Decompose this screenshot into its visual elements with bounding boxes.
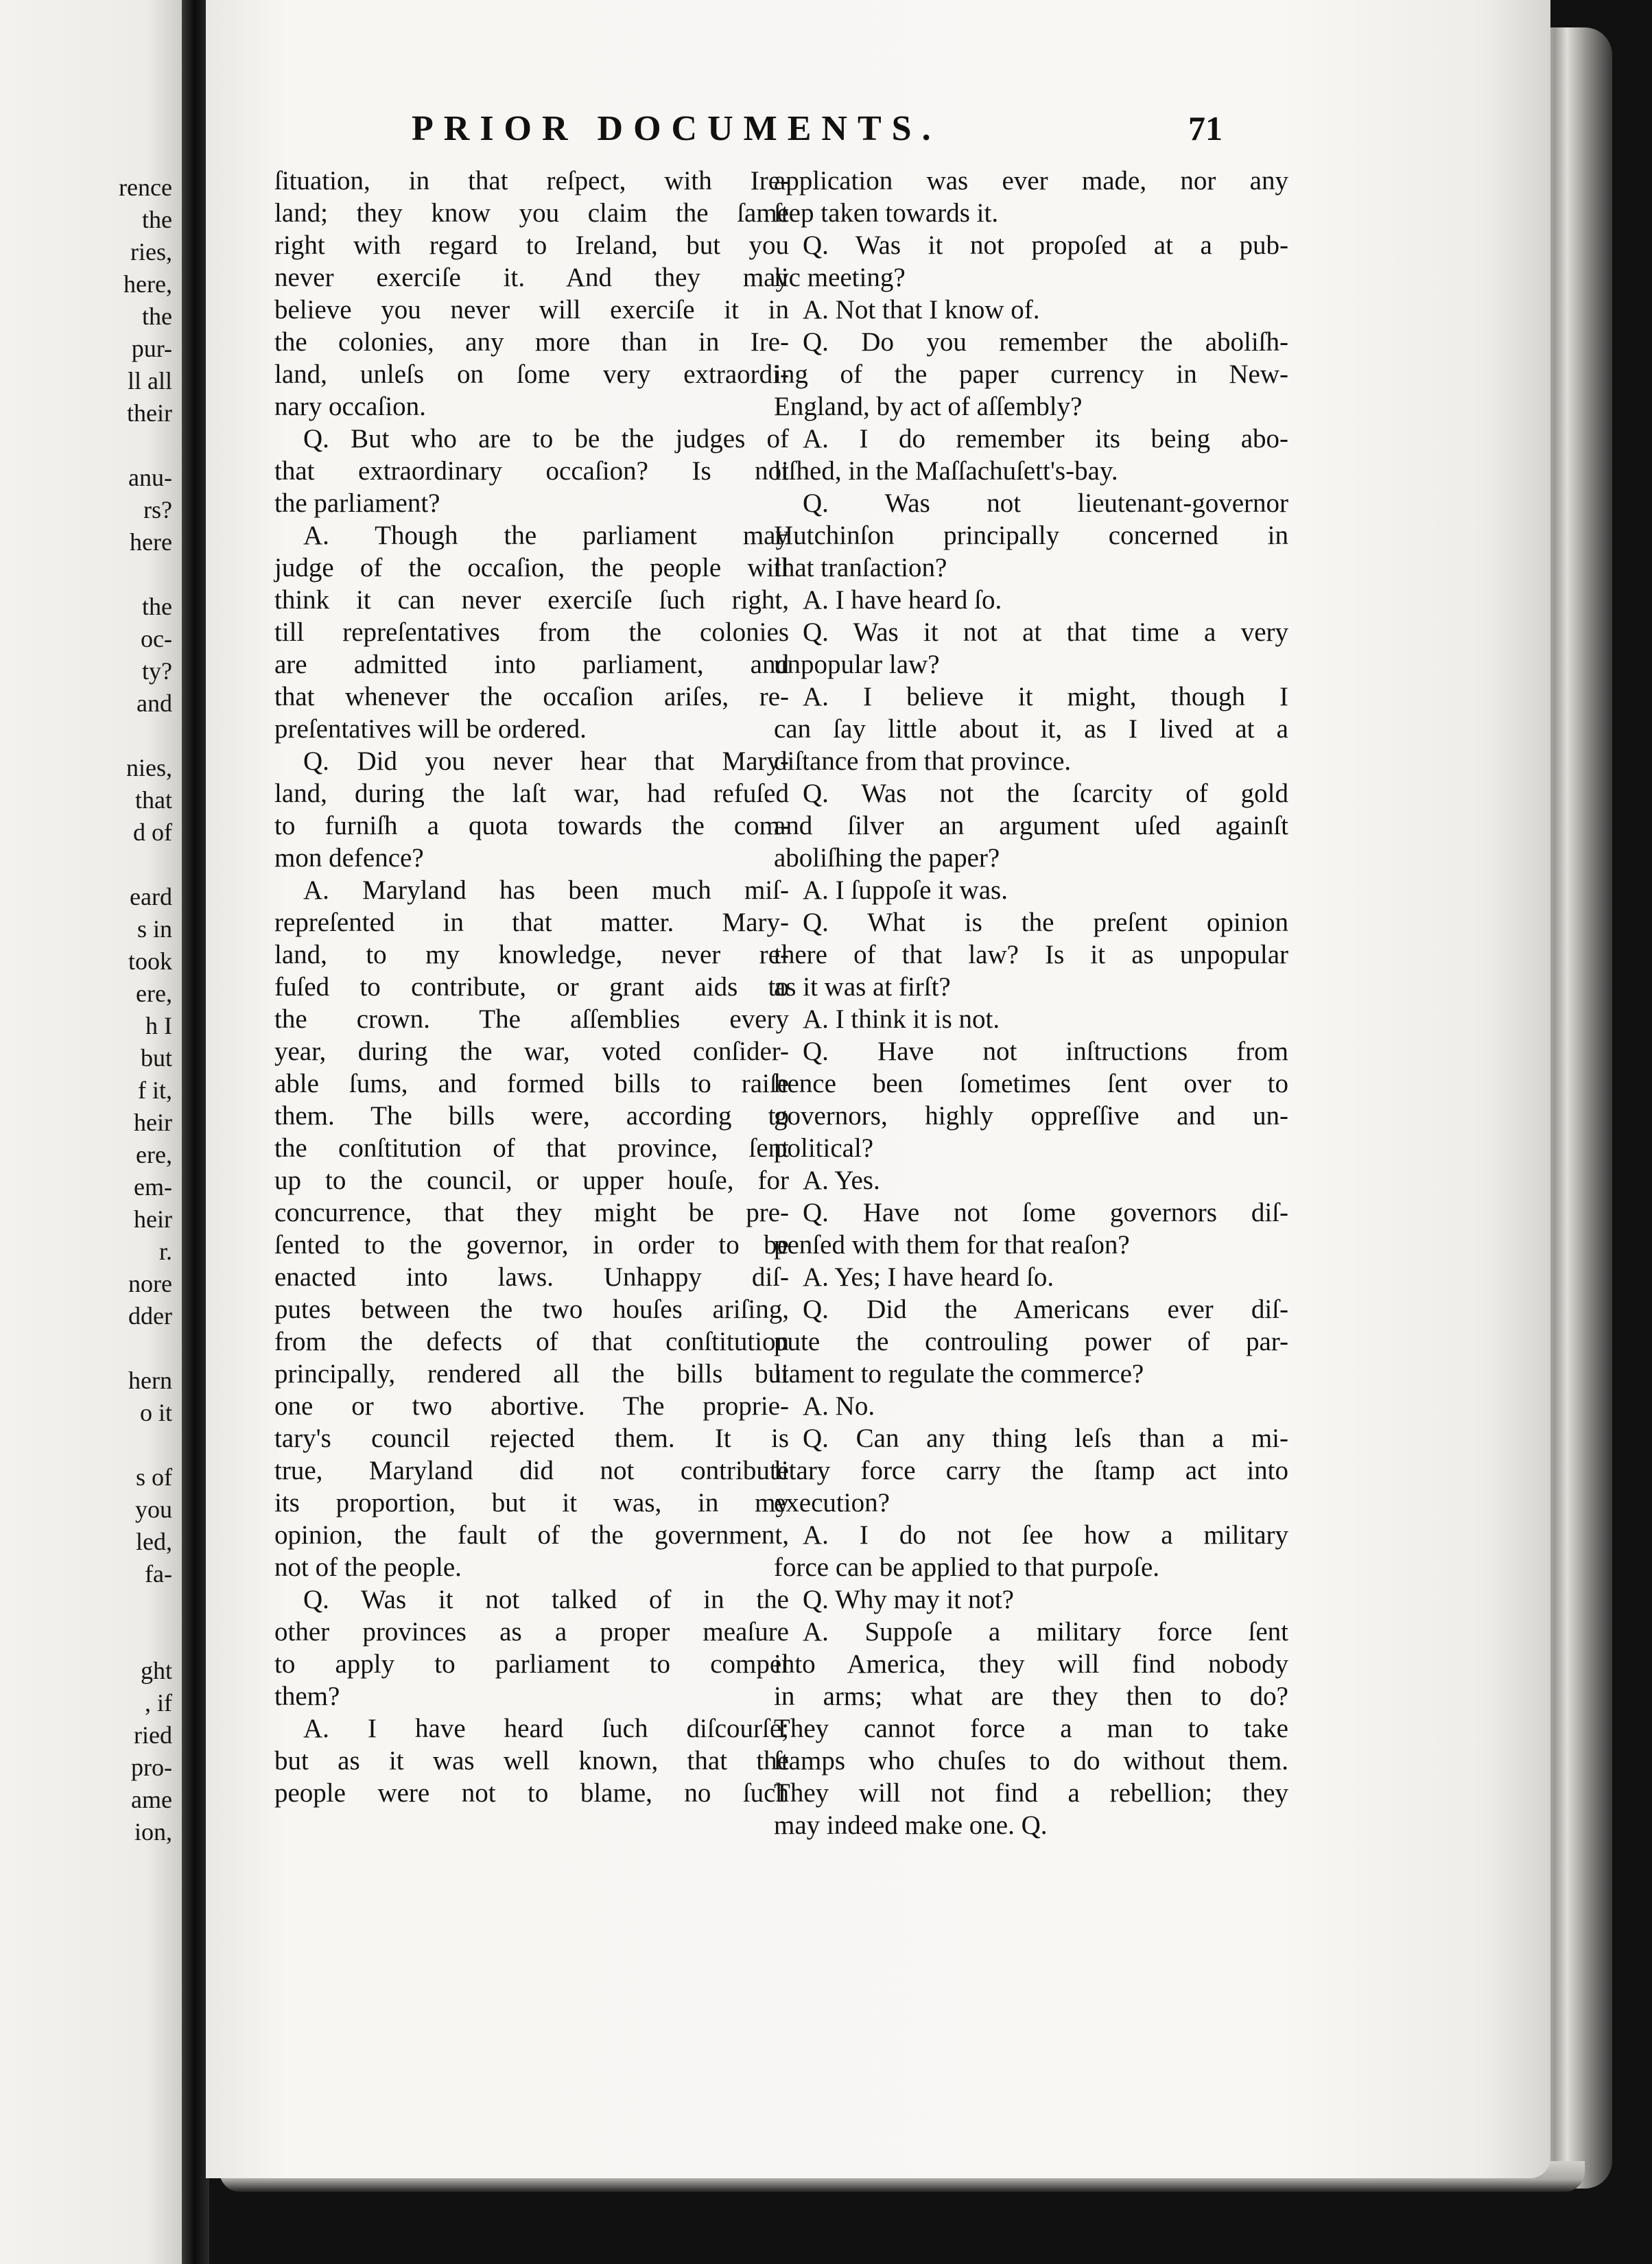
text-line: opinion, the fault of the government, [274,1520,789,1550]
left-page-fragment: dder [128,1302,172,1330]
text-line: A. Though the parliament may [303,521,789,550]
text-line: A. Yes; I have heard ſo. [803,1262,1054,1292]
text-line: land; they know you claim the ſame [274,198,789,228]
text-line: A. I ſuppoſe it was. [803,875,1008,905]
text-line: the conſtitution of that province, ſent [274,1133,789,1163]
left-page-fragment: d of [133,818,172,846]
left-page-fragment: heir [134,1109,172,1136]
left-page-fragment: anu- [128,464,172,491]
text-line: Q. Have not ſome governors diſ- [803,1198,1288,1227]
left-page-fragment: heir [134,1205,172,1233]
text-line: in arms; what are they then to do? [774,1682,1288,1711]
left-page-fragment: hern [128,1367,172,1394]
text-line: ing of the paper currency in New- [774,359,1288,389]
text-line: judge of the occaſion, the people will [274,553,789,582]
left-page-fragment: r. [158,1238,172,1265]
text-line: lic meeting? [774,263,906,292]
text-line: They will not find a rebellion; they [774,1778,1288,1808]
text-line: principally, rendered all the bills but [274,1359,789,1389]
text-line: fuſed to contribute, or grant aids to [274,972,789,1002]
left-page-fragment: ere, [136,980,172,1007]
left-page-fragment: took [128,947,172,975]
text-line: believe you never will exerciſe it in [274,295,789,325]
left-page-fragment: rence [119,174,172,201]
right-text-column [774,165,1288,1841]
page-number: 71 [1188,109,1223,148]
text-line: not of the people. [274,1553,462,1582]
text-line: A. Yes. [803,1166,880,1195]
text-line: them? [274,1682,340,1711]
text-line: to furniſh a quota towards the com- [274,811,789,840]
text-line: people were not to blame, no ſuch [274,1778,789,1808]
text-line: preſentatives will be ordered. [274,714,587,744]
text-line: aboliſhing the paper? [774,843,1000,873]
text-line: Hutchinſon principally concerned in [774,521,1288,550]
text-line: A. Suppoſe a military force ſent [803,1617,1288,1647]
text-line: that tranſaction? [774,553,947,582]
text-line: mon defence? [274,843,424,873]
left-page-fragment: s in [137,915,172,943]
left-page-fragment: ll all [128,367,172,394]
text-line: concurrence, that they might be pre- [274,1198,789,1227]
text-line: governors, highly oppreſſive and un- [774,1101,1288,1131]
text-line: never exerciſe it. And they may [274,263,789,292]
text-line: ſtamps who chuſes to do without them. [774,1746,1288,1776]
text-line: liſhed, in the Maſſachuſett's-bay. [774,456,1118,486]
text-line: enacted into laws. Unhappy diſ- [274,1262,789,1292]
text-line: Q. Was it not propoſed at a pub- [803,231,1288,260]
left-page-fragment: the [142,303,172,330]
text-line: litary force carry the ſtamp act into [774,1456,1288,1485]
left-page-fragment: s of [136,1463,172,1491]
text-line: A. I have heard ſo. [803,585,1002,615]
text-line: and ſilver an argument uſed againſt [774,811,1288,840]
text-line: A. I think it is not. [803,1004,1000,1034]
text-line: that extraordinary occaſion? Is not [274,456,789,486]
left-page-fragment: nies, [126,754,172,781]
left-page-fragment: but [140,1044,172,1072]
text-line: Q. Did the Americans ever diſ- [803,1295,1288,1324]
text-line: England, by act of aſſembly? [774,392,1083,421]
text-line: Q. What is the preſent opinion [803,908,1288,937]
text-line: till repreſentatives from the colonies [274,617,789,647]
left-page-fragment: their [127,399,172,427]
text-line: diſtance from that province. [774,746,1072,776]
text-line: from the defects of that conſtitution [274,1327,789,1356]
text-line: are admitted into parliament, and [274,650,789,679]
text-line: They cannot force a man to take [774,1714,1288,1743]
text-line: Q. Was it not talked of in the [303,1585,789,1614]
left-page-fragment: ion, [134,1818,172,1846]
text-line: there of that law? Is it as unpopular [774,940,1288,969]
left-page-fragment: eard [130,883,172,910]
text-line: force can be applied to that purpoſe. [774,1553,1160,1582]
left-page-fragment: here [130,528,172,556]
text-line: land, unleſs on ſome very extraordi- [274,359,789,389]
text-line: Q. Do you remember the aboliſh- [803,327,1288,357]
text-line: may indeed make one. Q. [774,1811,1048,1840]
text-line: that whenever the occaſion ariſes, re- [274,682,789,711]
left-page-fragment: nore [128,1270,172,1297]
text-line: A. I do not ſee how a military [803,1520,1288,1550]
left-page-fragment: f it, [138,1076,172,1104]
left-page-fragment: fa- [145,1560,172,1588]
left-facing-page [0,0,182,2264]
left-page-fragment: rs? [143,496,172,523]
text-line: Q. But who are to be the judges of [303,424,789,453]
text-line: penſed with them for that reaſon? [774,1230,1130,1260]
text-line: A. I believe it might, though I [803,682,1288,711]
text-line: to apply to parliament to compel [274,1649,789,1679]
left-page-fragment: pro- [131,1754,172,1781]
text-line: land, to my knowledge, never re- [274,940,789,969]
text-line: application was ever made, nor any [774,166,1288,196]
left-page-fragment: that [135,786,172,814]
left-page-fragment: ries, [130,238,172,266]
text-line: other provinces as a proper meaſure [274,1617,789,1647]
text-line: Q. Why may it not? [803,1585,1014,1614]
left-page-fragment: em- [134,1173,172,1201]
text-line: them. The bills were, according to [274,1101,789,1131]
left-page-fragment: ere, [136,1141,172,1168]
text-line: A. Maryland has been much miſ- [303,875,789,905]
text-line: nary occaſion. [274,392,426,421]
left-page-fragment: oc- [141,625,172,652]
left-page-fragment: the [142,206,172,233]
text-line: Q. Was it not at that time a very [803,617,1288,647]
text-line: putes between the two houſes ariſing, [274,1295,789,1324]
text-line: ſtep taken towards it. [774,198,999,228]
text-line: Q. Was not the ſcarcity of gold [803,779,1288,808]
left-page-fragment: you [135,1496,172,1523]
text-line: but as it was well known, that the [274,1746,789,1776]
text-line: A. I have heard ſuch diſcourſe; [303,1714,789,1743]
text-line: Q. Have not inſtructions from [803,1037,1288,1066]
left-page-fragment: o it [139,1399,172,1426]
text-line: the crown. The aſſemblies every [274,1004,789,1034]
text-line: tary's council rejected them. It is [274,1424,789,1453]
text-line: Q. Was not lieutenant-governor [803,488,1288,518]
text-line: A. I do remember its being abo- [803,424,1288,453]
text-line: year, during the war, voted conſider- [274,1037,789,1066]
left-page-fragment: , if [145,1689,172,1717]
text-line: execution? [774,1488,890,1518]
left-page-fragment: led, [136,1528,172,1555]
left-page-fragment: the [142,593,172,620]
left-page-fragment: and [137,689,172,717]
left-page-fragment: ght [140,1657,172,1684]
text-line: its proportion, but it was, in my [274,1488,789,1518]
text-line: ſented to the governor, in order to be [274,1230,789,1260]
text-line: Q. Did you never hear that Mary- [303,746,789,776]
text-line: repreſented in that matter. Mary- [274,908,789,937]
text-line: liament to regulate the commerce? [774,1359,1144,1389]
text-line: can ſay little about it, as I lived at a [774,714,1288,744]
text-line: true, Maryland did not contribute [274,1456,789,1485]
book-gutter [182,0,209,2264]
text-line: into America, they will find nobody [774,1649,1288,1679]
text-line: the parliament? [274,488,440,518]
text-line: ſituation, in that reſpect, with Ire- [274,166,789,196]
left-text-column [274,165,789,1809]
running-head: PRIOR DOCUMENTS. [412,109,941,148]
text-line: able ſums, and formed bills to raiſe [274,1069,789,1098]
text-line: think it can never exerciſe ſuch right, [274,585,789,615]
left-page-fragment: ty? [142,657,172,685]
left-page-fragment: pur- [131,335,172,362]
text-line: up to the council, or upper houſe, for [274,1166,789,1195]
text-line: political? [774,1133,874,1163]
text-line: A. No. [803,1391,875,1421]
text-line: right with regard to Ireland, but you [274,231,789,260]
text-line: A. Not that I know of. [803,295,1040,325]
text-line: unpopular law? [774,650,940,679]
left-page-fragment: ame [131,1786,172,1813]
text-line: Q. Can any thing leſs than a mi- [803,1424,1288,1453]
left-page-fragment: ried [134,1721,172,1749]
text-line: hence been ſometimes ſent over to [774,1069,1288,1098]
text-line: the colonies, any more than in Ire- [274,327,789,357]
text-line: pute the controuling power of par- [774,1327,1288,1356]
left-page-fragment: here, [123,270,172,298]
text-line: as it was at firſt? [774,972,951,1002]
text-line: one or two abortive. The proprie- [274,1391,789,1421]
left-page-fragment: h I [145,1012,172,1039]
text-line: land, during the laſt war, had refuſed [274,779,789,808]
